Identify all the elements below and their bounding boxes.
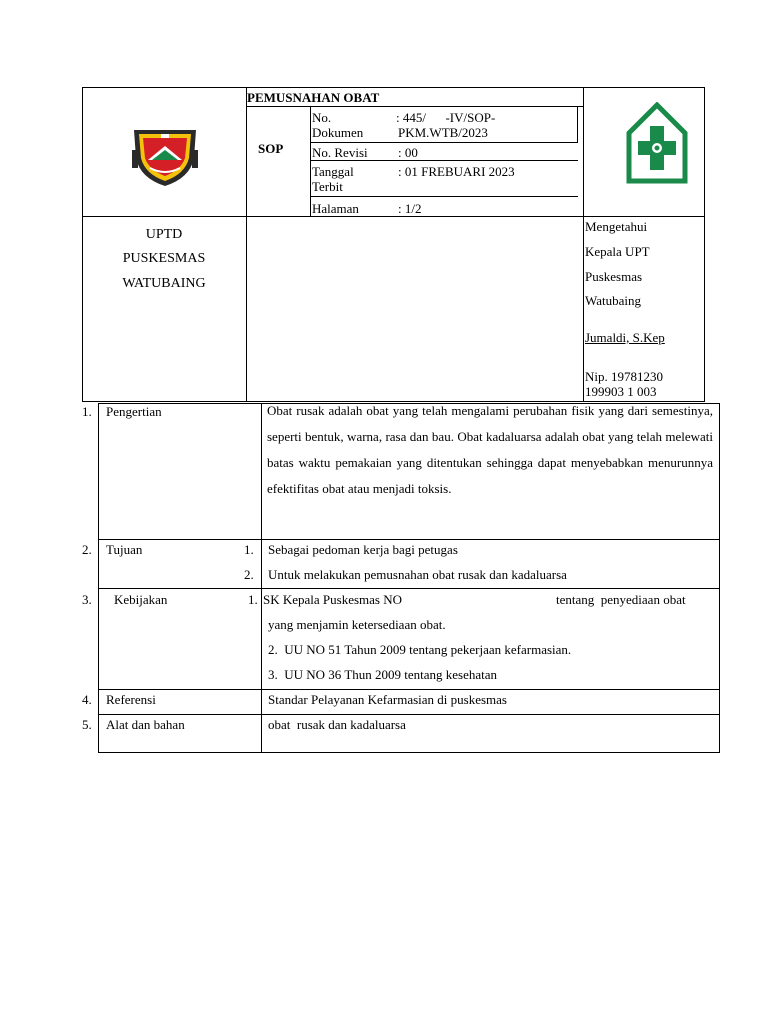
policy-item-1b: tentang penyediaan obat <box>556 592 686 607</box>
puskesmas-logo-icon <box>626 102 688 184</box>
policy-item-1c: yang menjamin ketersediaan obat. <box>268 617 446 632</box>
section-label: Pengertian <box>106 404 162 419</box>
policy-item-3: 3. UU NO 36 Thun 2009 tentang kesehatan <box>268 667 498 682</box>
border <box>98 539 720 540</box>
page-value: : 1/2 <box>398 201 422 216</box>
definition-text: Obat rusak adalah obat yang telah mengalami perubahan fisik yang dari semestinya, seperti bentuk, warna, rasa dan bau. Obat kadaluarsa adalah obat yang telah melewati batas waktu pemakaian yang ditentukan sehingga dapat menyebabkan menurunnya efektifitas obat atau menjadi toksis. <box>267 403 713 496</box>
approval-line-3: Puskesmas <box>585 269 643 284</box>
revision-value: : 00 <box>398 145 418 160</box>
nip-line-1: Nip. 19781230 <box>585 369 663 384</box>
section-label: Kebijakan <box>114 592 168 607</box>
list-item-number: 1. <box>244 542 254 557</box>
doc-no-label-1: No. <box>312 110 332 125</box>
border <box>261 403 262 753</box>
approval-line-2: Kepala UPT <box>585 244 650 259</box>
tools-materials-text: obat rusak dan kadaluarsa <box>268 717 406 732</box>
doc-no-label-2: Dokumen <box>312 125 364 140</box>
sop-label: SOP <box>258 141 284 156</box>
section-number: 4. <box>82 692 92 707</box>
border <box>246 87 247 402</box>
section-label: Referensi <box>106 692 156 707</box>
border <box>310 106 311 216</box>
policy-item-2: 2. UU NO 51 Tahun 2009 tentang pekerjaan kefarmasian. <box>268 642 572 657</box>
page-label: Halaman <box>312 201 359 216</box>
border <box>719 403 720 753</box>
border <box>310 196 578 197</box>
approval-line-1: Mengetahui <box>585 219 648 234</box>
border <box>577 106 578 143</box>
org-name-line-3: WATUBAING <box>122 276 206 291</box>
border <box>583 87 584 402</box>
page-title: PEMUSNAHAN OBAT <box>247 90 380 105</box>
policy-item-1a: SK Kepala Puskesmas NO <box>263 592 403 607</box>
border <box>98 714 720 715</box>
list-item: Untuk melakukan pemusnahan obat rusak dan kadaluarsa <box>268 567 567 582</box>
section-number: 2. <box>82 542 92 557</box>
border <box>310 142 578 143</box>
border <box>98 689 720 690</box>
section-label: Alat dan bahan <box>106 717 185 732</box>
list-item-number: 2. <box>244 567 254 582</box>
border <box>98 588 720 589</box>
border <box>704 87 705 402</box>
org-name-line-1: UPTD <box>145 227 183 242</box>
date-label-1: Tanggal <box>312 164 354 179</box>
border <box>98 752 720 753</box>
border <box>98 403 99 753</box>
reference-text: Standar Pelayanan Kefarmasian di puskesmas <box>268 692 507 707</box>
approval-line-4: Watubaing <box>585 293 641 308</box>
border <box>82 216 705 217</box>
date-value: : 01 FREBUARI 2023 <box>398 164 515 179</box>
border <box>246 106 583 107</box>
section-number: 3. <box>82 592 92 607</box>
border <box>82 87 705 88</box>
nip-line-2: 199903 1 003 <box>585 384 657 399</box>
section-number: 1. <box>82 404 92 419</box>
border <box>310 160 578 161</box>
list-item: Sebagai pedoman kerja bagi petugas <box>268 542 458 557</box>
section-number: 5. <box>82 717 92 732</box>
date-label-2: Terbit <box>312 179 343 194</box>
doc-no-value-1: : 445/ -IV/SOP- <box>396 110 496 125</box>
section-label: Tujuan <box>106 542 143 557</box>
border <box>82 87 83 402</box>
regional-emblem-icon <box>128 124 202 188</box>
list-item-number: 1. <box>248 592 258 607</box>
org-name-line-2: PUSKESMAS <box>122 251 206 266</box>
doc-no-value-2: PKM.WTB/2023 <box>398 125 488 140</box>
revision-label: No. Revisi <box>312 145 368 160</box>
approver-name: Jumaldi, S.Kep <box>585 330 665 345</box>
